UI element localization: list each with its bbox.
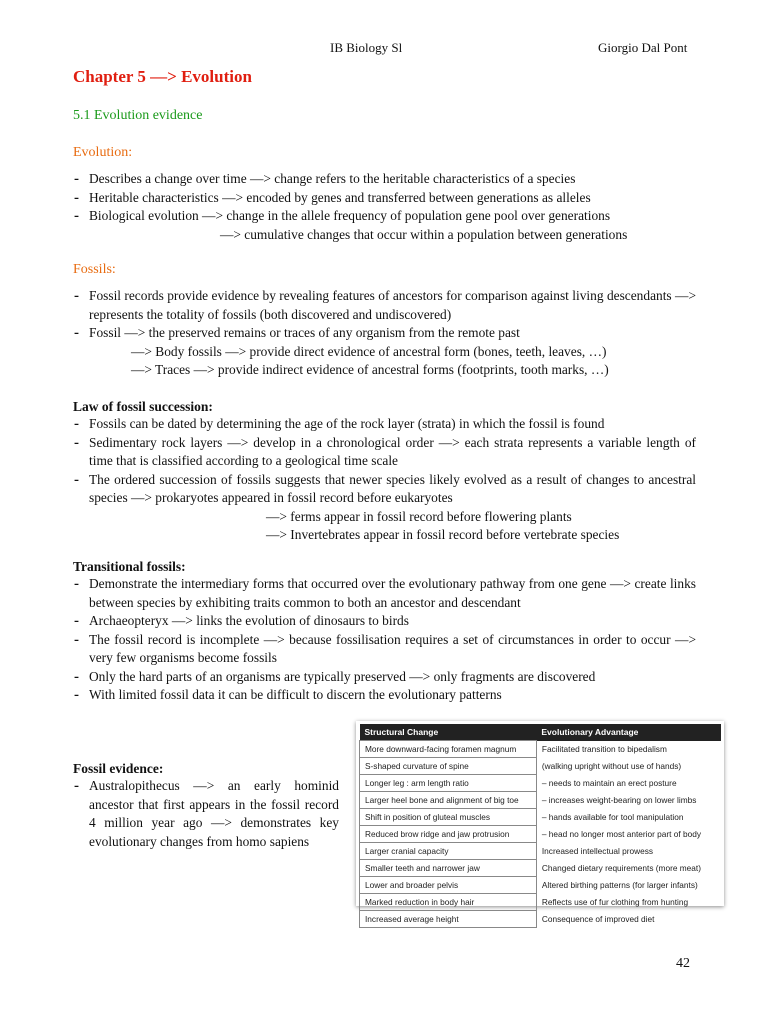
table-cell: Lower and broader pelvis [360,877,537,894]
fossils-list [73,287,696,343]
table-header-advantage: Evolutionary Advantage [536,724,720,741]
table-cell: – increases weight-bearing on lower limbs [541,795,697,805]
table-row [360,860,721,877]
fossil-evidence-heading: Fossil evidence: [73,761,164,776]
page-number: 42 [676,956,690,971]
transitional-list [73,575,696,705]
table-cell: Changed dietary requirements (more meat) [541,863,701,873]
table-cell: Facilitated transition to bipedalism [541,744,667,754]
list-item: - The fossil record is incomplete —> because fossilisation requires a set of circumstances in order to occur —> very few organisms become fossils [73,631,696,668]
succession-section [73,399,696,545]
table-header-row [360,724,721,741]
table-cell: Larger heel bone and alignment of big toe [360,792,537,809]
table-row [360,877,721,894]
table-cell: – hands available for tool manipulation [541,812,684,822]
list-item: - Sedimentary rock layers —> develop in a chronological order —> each strata represents a variable length of time that is classified according to a geological time scale [73,434,696,471]
succession-list [73,415,696,508]
table-cell: Shift in position of gluteal muscles [360,809,537,826]
table-cell: S-shaped curvature of spine [360,758,537,775]
evolution-section [73,145,696,244]
table-header-structural: Structural Change [360,724,537,741]
fossils-sub-body: —> Body fossils —> provide direct evidence of ancestral form (bones, teeth, leaves, …) [131,343,607,359]
table-cell: More downward-facing foramen magnum [360,741,537,758]
list-item: - The ordered succession of fossils suggests that newer species likely evolved as a result of changes to ancestral species —> prokaryotes appeared in fossil record before eukaryotes [73,471,696,508]
table-cell: Increased intellectual prowess [541,846,654,856]
table-cell: Marked reduction in body hair [360,894,537,911]
chapter-title: Chapter 5 —> Evolution [73,67,252,86]
table-cell: Altered birthing patterns (for larger infants) [541,880,698,890]
table-cell: Reduced brow ridge and jaw protrusion [360,826,537,843]
table-cell: Longer leg : arm length ratio [360,775,537,792]
table-row [360,792,721,809]
list-item: - Fossils can be dated by determining the age of the rock layer (strata) in which the fossil is found [73,415,696,434]
list-item: - Describes a change over time —> change refers to the heritable characteristics of a species [73,170,696,189]
section-title: 5.1 Evolution evidence [73,108,203,123]
evolution-continuation: —> cumulative changes that occur within a population between generations [220,226,628,242]
header-author: Giorgio Dal Pont [598,40,688,55]
transitional-heading: Transitional fossils: [73,559,186,574]
succession-heading: Law of fossil succession: [73,399,213,414]
evolution-heading: Evolution: [73,145,133,160]
list-item: - Only the hard parts of an organisms are typically preserved —> only fragments are discovered [73,668,696,687]
evolution-list [73,170,696,226]
table-cell: – head no longer most anterior part of body [541,829,701,839]
list-item: - Australopithecus —> an early hominid ancestor that first appears in the fossil record 4 million year ago —> demonstrates key evolutionary changes from homo sapiens [73,777,339,851]
fossils-section [73,262,696,380]
evolution-table [359,724,721,928]
table-row [360,775,721,792]
fossil-evidence-section [73,761,339,851]
table-cell: Larger cranial capacity [360,843,537,860]
table-cell: Increased average height [360,911,537,928]
list-item: - Demonstrate the intermediary forms that occurred over the evolutionary pathway from one gene —> create links between species by exhibiting traits common to both an ancestor and descendant [73,575,696,612]
fossil-evidence-list [73,777,339,851]
list-item: - Heritable characteristics —> encoded by genes and transferred between generations as alleles [73,189,696,208]
table-cell: Consequence of improved diet [541,914,655,924]
fossils-heading: Fossils: [73,262,116,277]
transitional-section [73,559,696,705]
table-row [360,758,721,775]
table-cell: Reflects use of fur clothing from hunting [541,897,689,907]
list-item: - Biological evolution —> change in the allele frequency of population gene pool over generations [73,207,696,226]
table-row [360,843,721,860]
table-row [360,911,721,928]
succession-sub-invertebrates: —> Invertebrates appear in fossil record before vertebrate species [266,527,620,542]
table-cell: (walking upright without use of hands) [541,761,682,771]
fossils-sub-traces: —> Traces —> provide indirect evidence of ancestral forms (footprints, tooth marks, …) [131,362,609,377]
table-cell: – needs to maintain an erect posture [541,778,677,788]
table-row [360,741,721,758]
header-course: IB Biology Sl [330,40,403,55]
list-item: - With limited fossil data it can be difficult to discern the evolutionary patterns [73,686,696,705]
list-item: - Fossil —> the preserved remains or traces of any organism from the remote past [73,324,696,343]
list-item: - Archaeopteryx —> links the evolution of dinosaurs to birds [73,612,696,631]
succession-sub-ferms: —> ferms appear in fossil record before flowering plants [266,508,572,524]
list-item: - Fossil records provide evidence by revealing features of ancestors for comparison against living descendants —> represents the totality of fossils (both discovered and undiscovered) [73,287,696,324]
table-row [360,894,721,911]
evolution-table-figure [356,721,724,924]
table-cell: Smaller teeth and narrower jaw [360,860,537,877]
table-row [360,809,721,826]
table-row [360,826,721,843]
